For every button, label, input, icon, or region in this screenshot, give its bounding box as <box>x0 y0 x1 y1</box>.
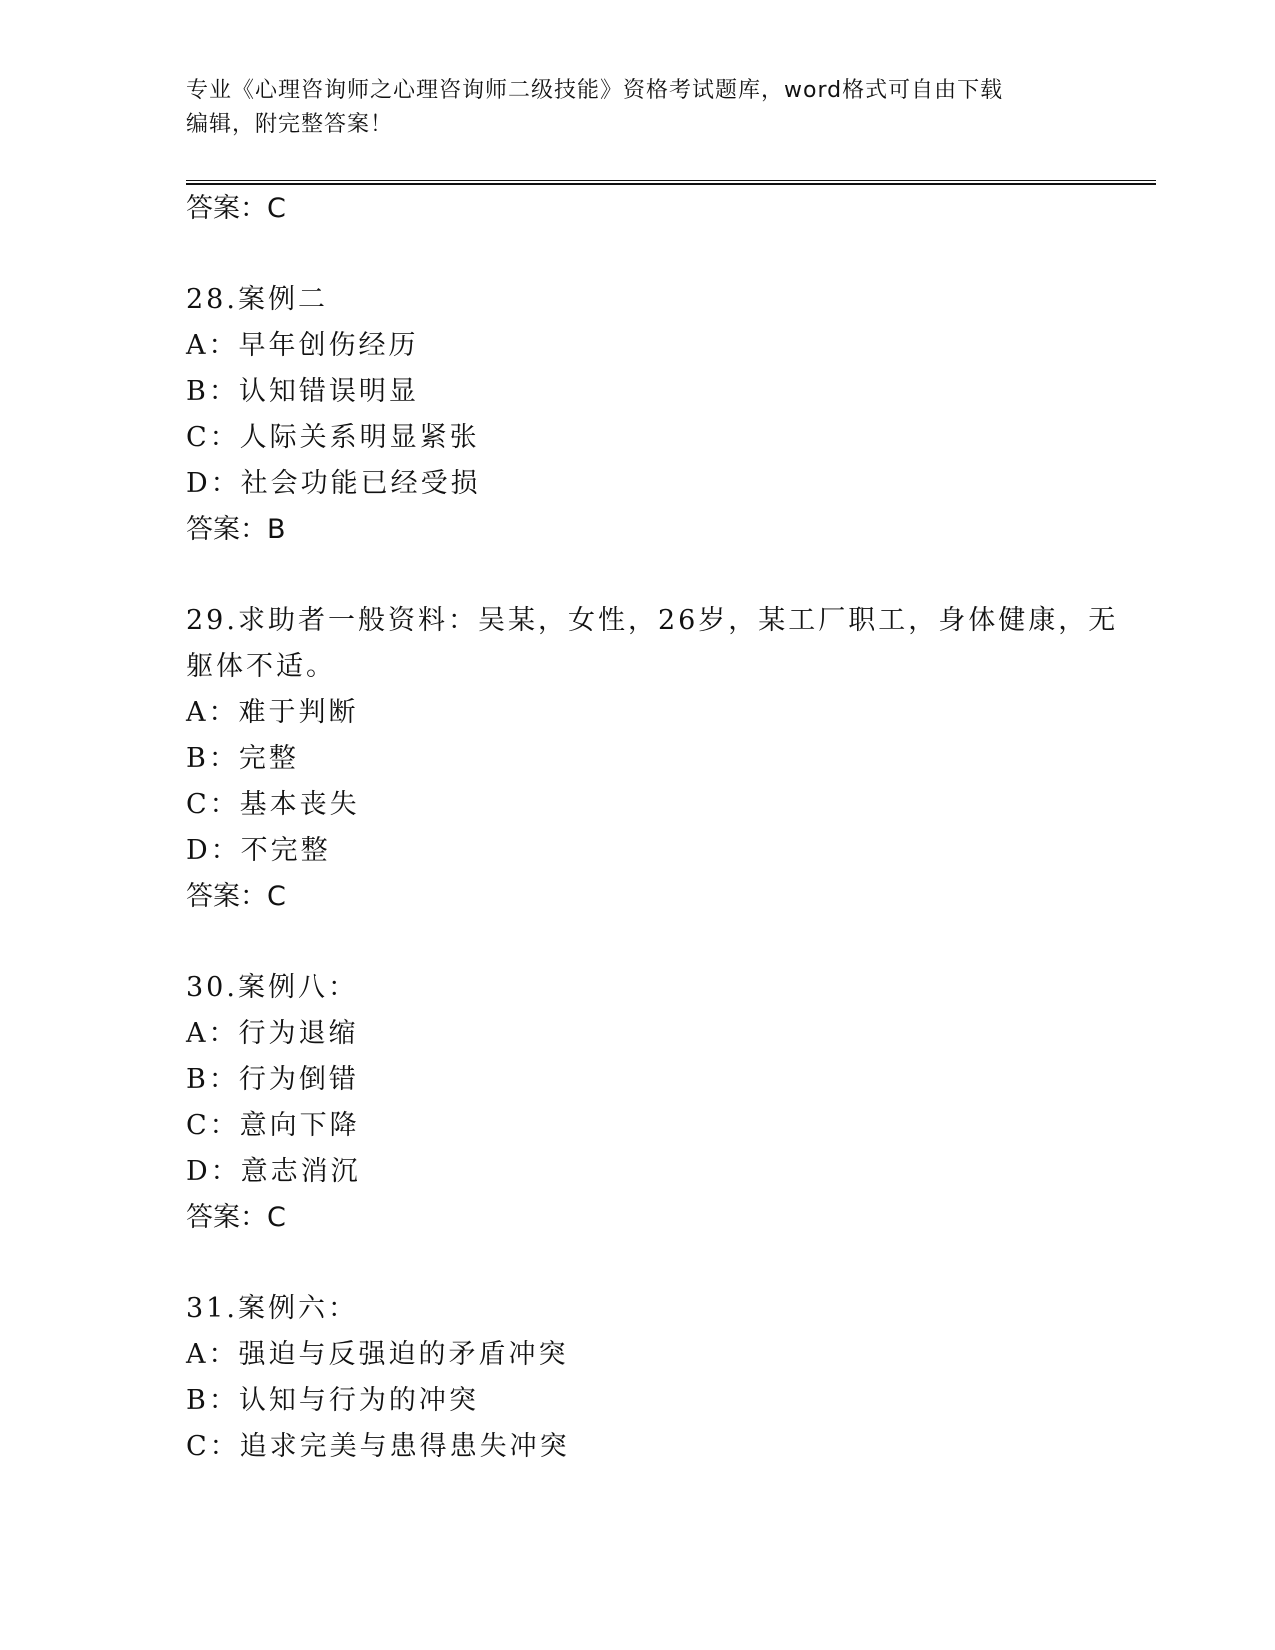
header-line-2: 编辑，附完整答案！ <box>186 112 394 137</box>
option-a: A：强迫与反强迫的矛盾冲突 <box>186 1339 569 1370</box>
question-30 <box>186 965 1156 1241</box>
answer-line: 答案：C <box>186 1202 286 1233</box>
option-c: C：人际关系明显紧张 <box>186 422 480 453</box>
spacer <box>186 1241 1156 1286</box>
option-b: B：认知错误明显 <box>186 376 419 407</box>
document-header <box>186 74 1086 142</box>
header-line-1: 专业《心理咨询师之心理咨询师二级技能》资格考试题库，word格式可自由下载 <box>186 78 1004 103</box>
option-d: D：不完整 <box>186 835 331 866</box>
option-b: B：认知与行为的冲突 <box>186 1385 479 1416</box>
spacer <box>186 920 1156 965</box>
answer-line: 答案：C <box>186 193 286 224</box>
option-c: C：追求完美与患得患失冲突 <box>186 1431 570 1462</box>
option-a: A：行为退缩 <box>186 1018 359 1049</box>
option-c: C：意向下降 <box>186 1110 360 1141</box>
question-list <box>186 186 1156 1470</box>
option-d: D：社会功能已经受损 <box>186 468 481 499</box>
question-29 <box>186 598 1156 920</box>
spacer <box>186 232 1156 277</box>
question-text: 30.案例八： <box>186 972 358 1003</box>
answer-line: 答案：C <box>186 881 286 912</box>
question-text: 28.案例二 <box>186 284 328 315</box>
option-a: A：难于判断 <box>186 697 359 728</box>
question-28 <box>186 277 1156 553</box>
question-31 <box>186 1286 1156 1470</box>
answer-line: 答案：B <box>186 514 286 545</box>
option-d: D：意志消沉 <box>186 1156 361 1187</box>
option-a: A：早年创伤经历 <box>186 330 419 361</box>
header-divider-thin <box>186 180 1156 181</box>
question-text: 31.案例六： <box>186 1293 358 1324</box>
spacer <box>186 553 1156 598</box>
question-text: 29.求助者一般资料：吴某，女性，26岁，某工厂职工，身体健康，无 <box>186 605 1119 636</box>
option-c: C：基本丧失 <box>186 789 360 820</box>
header-divider-thick <box>186 183 1156 185</box>
question-text-continued: 躯体不适。 <box>186 651 336 682</box>
option-b: B：完整 <box>186 743 299 774</box>
option-b: B：行为倒错 <box>186 1064 359 1095</box>
